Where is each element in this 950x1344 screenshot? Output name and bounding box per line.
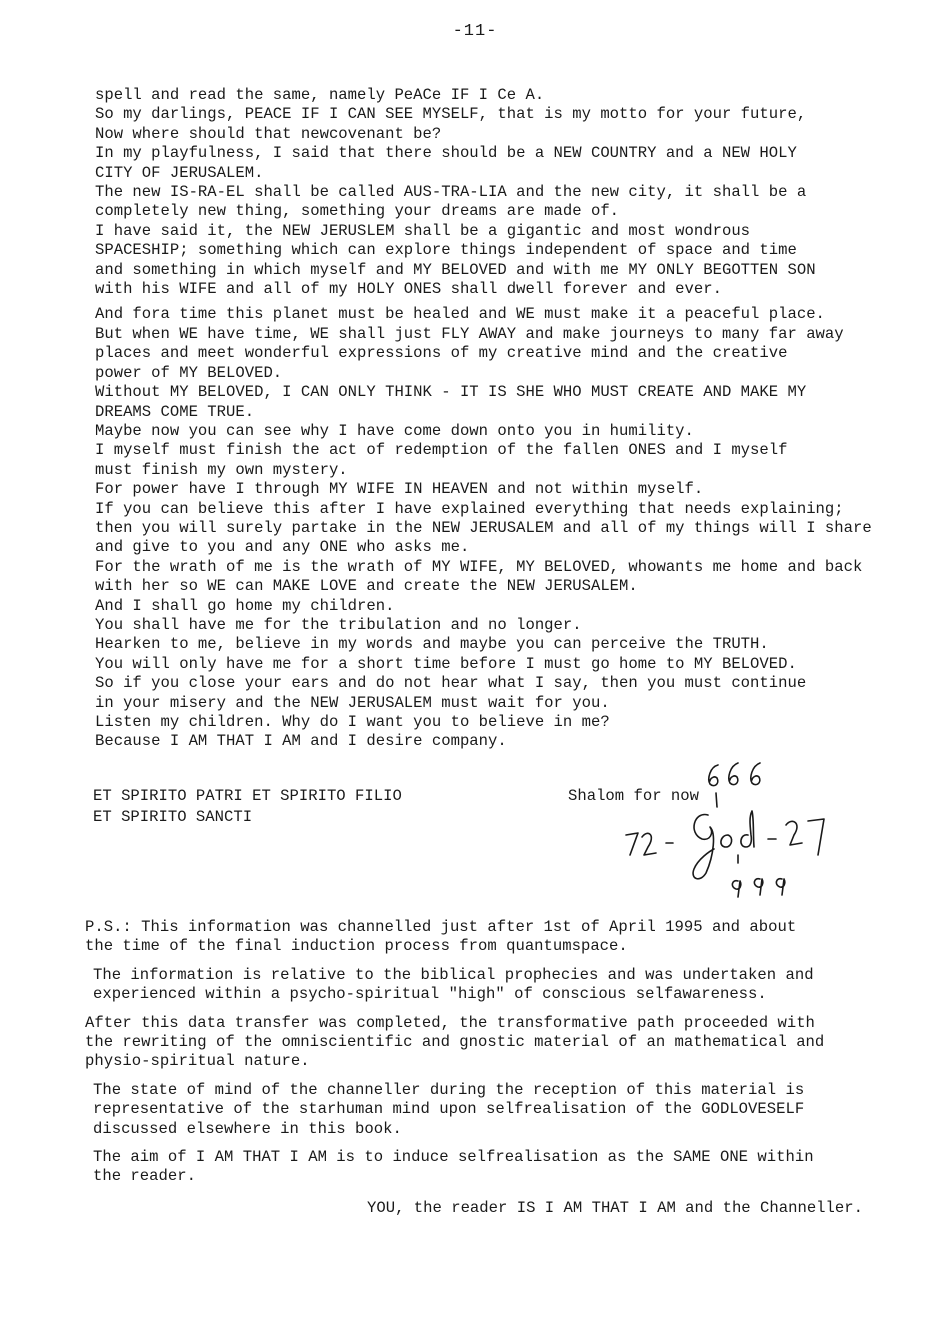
text-line: DREAMS COME TRUE. (95, 402, 255, 421)
text-line: For the wrath of me is the wrath of MY WIFE, MY BELOVED, whowants me home and back (95, 557, 863, 576)
text-line: And I shall go home my children. (95, 596, 395, 615)
text-line: in your misery and the NEW JERUSALEM must wait for you. (95, 693, 610, 712)
text-line: In my playfulness, I said that there should be a NEW COUNTRY and a NEW HOLY (95, 144, 797, 163)
latin-closing (93, 786, 402, 828)
text-line: If you can believe this after I have explained everything that needs explaining; (95, 499, 844, 518)
text-line: So my darlings, PEACE IF I CAN SEE MYSELF, that is my motto for your future, (95, 105, 807, 124)
text-line: Hearken to me, believe in my words and maybe you can perceive the TRUTH. (95, 635, 769, 654)
text-line: You will only have me for a short time before I must go home to MY BELOVED. (95, 654, 797, 673)
shalom-text: Shalom for now (568, 787, 700, 805)
text-line: and give to you and any ONE who asks me. (95, 538, 470, 557)
text-line: spell and read the same, namely PeACe IF I Ce A. (95, 86, 545, 104)
text-line: must finish my own mystery. (95, 460, 348, 479)
text-line: I have said it, the NEW JERUSLEM shall be a gigantic and most wondrous (95, 221, 751, 240)
main-text-body (95, 86, 895, 752)
ps-paragraph: The aim of I AM THAT I AM is to induce selfrealisation as the SAME ONE within the reader. (93, 1148, 814, 1186)
text-line: with his WIFE and all of my HOLY ONES shall dwell forever and ever. (95, 280, 722, 299)
text-line: Listen my children. Why do I want you to believe in me? (95, 713, 610, 731)
text-line: CITY OF JERUSALEM. (95, 163, 264, 182)
text-line: For power have I through MY WIFE IN HEAVEN and not within myself. (95, 480, 704, 499)
text-line: So if you close your ears and do not hear what I say, then you must continue (95, 674, 807, 693)
postscript-section (85, 918, 875, 1196)
text-line: Now where should that newcovenant be? (95, 124, 442, 143)
text-line: And fora time this planet must be healed and WE must make it a peaceful place. (95, 305, 825, 324)
ps-paragraph: The information is relative to the biblical prophecies and was undertaken and experienced within a psycho-spiritual "high" of conscious selfawareness. (93, 965, 814, 1004)
text-line: with her so WE can MAKE LOVE and create the NEW JERUSALEM. (95, 577, 638, 596)
text-line: and something in which myself and MY BELOVED and with me MY ONLY BEGOTTEN SON (95, 260, 816, 279)
text-line: I myself must finish the act of redemption of the fallen ONES and I myself (95, 441, 788, 460)
text-line: But when WE have time, WE shall just FLY AWAY and make journeys to many far away (95, 324, 844, 343)
final-statement: YOU, the reader IS I AM THAT I AM and the Channeller. (367, 1199, 863, 1217)
text-line: Maybe now you can see why I have come down onto you in humility. (95, 421, 694, 440)
latin-line: ET SPIRITO PATRI ET SPIRITO FILIO (93, 787, 402, 805)
text-line: SPACESHIP; something which can explore things independent of space and time (95, 241, 797, 260)
latin-line: ET SPIRITO SANCTI (93, 808, 253, 826)
text-line: Without MY BELOVED, I CAN ONLY THINK - IT IS SHE WHO MUST CREATE AND MAKE MY (95, 383, 807, 402)
text-line: The new IS-RA-EL shall be called AUS-TRA-LIA and the new city, it shall be a (95, 183, 807, 202)
text-line: then you will surely partake in the NEW JERUSALEM and all of my things will I share (95, 518, 872, 537)
text-line: power of MY BELOVED. (95, 363, 283, 382)
text-line: You shall have me for the tribulation and no longer. (95, 615, 582, 634)
handwritten-signature (610, 755, 870, 915)
text-line: completely new thing, something your dreams are made of. (95, 202, 620, 221)
ps-paragraph: After this data transfer was completed, the transformative path proceeded with the rewriting of the omniscientific and gnostic material of an mathematical and physio-spiritual nature. (85, 1013, 825, 1071)
ps-paragraph: The state of mind of the channeller during the reception of this material is representative of the starhuman mind upon selfrealisation of the GODLOVESELF discussed elsewhere in this book. (93, 1080, 805, 1138)
page-number: -11- (452, 22, 498, 41)
text-line: Because I AM THAT I AM and I desire company. (95, 732, 507, 751)
ps-paragraph: P.S.: This information was channelled just after 1st of April 1995 and about the time of the final induction process from quantumspace. (85, 918, 797, 956)
text-line: places and meet wonderful expressions of my creative mind and the creative (95, 344, 788, 363)
